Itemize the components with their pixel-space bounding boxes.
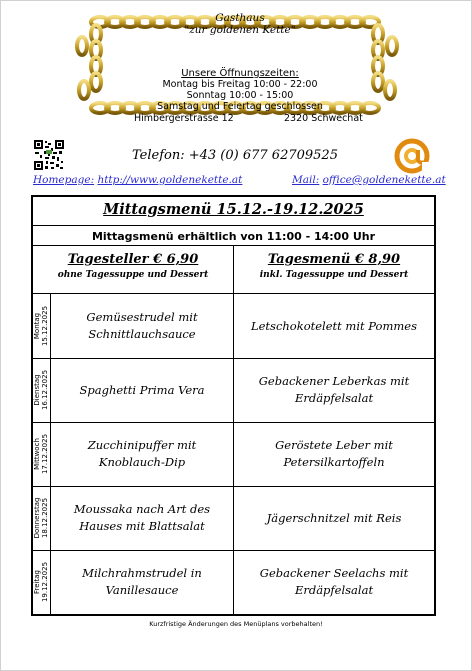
mail-address[interactable]: office@goldenekette.at (322, 174, 446, 186)
opening-hours-line: Montag bis Freitag 10:00 - 22:00 (162, 79, 318, 90)
phone-number: Telefon: +43 (0) 677 62709525 (132, 148, 338, 163)
menu-availability: Mittagsmenü erhältlich von 11:00 - 14:00 Uhr (91, 230, 376, 243)
at-sign-icon (392, 138, 434, 174)
tagesmenue-dish: Letschokotelett mit Pommes (250, 318, 417, 333)
tagesmenue-dish: Gebackener Seelachs mit Erdäpfelsalat (259, 566, 409, 597)
address-street: Himbergerstrasse 12 (134, 113, 234, 124)
menu-title (33, 201, 434, 218)
homepage-link[interactable] (33, 174, 242, 186)
day-date: 17.12.2025 (41, 433, 49, 475)
header (0, 0, 472, 195)
mail-link[interactable] (292, 174, 446, 186)
tagesteller-dish: Milchrahmstrudel in Vanillesauce (82, 566, 202, 597)
tagesmenue-title: Tagesmenü € 8,90 (267, 252, 401, 267)
tagesteller-title: Tagesteller € 6,90 (67, 252, 199, 267)
chain-link (77, 37, 87, 55)
tagesmenue-dish: Jägerschnitzel mit Reis (266, 510, 402, 525)
day-date: 15.12.2025 (41, 305, 49, 347)
tagesmenue-dish: Geröstete Leber mit Petersilkartoffeln (275, 438, 393, 469)
day-label-cell (33, 486, 49, 550)
day-name: Freitag (33, 570, 41, 594)
opening-hours-line: Sonntag 10:00 - 15:00 (186, 90, 294, 101)
restaurant-name-line2: "zur goldenen Kette" (184, 24, 296, 36)
column-divider (233, 245, 234, 614)
column-header-tagesmenue (234, 252, 434, 280)
tagesmenue-subtitle: inkl. Tagessuppe und Dessert (259, 270, 409, 280)
tagesmenue-dish: Gebackener Leberkas mit Erdäpfelsalat (258, 374, 410, 405)
tagesteller-dish: Moussaka nach Art des Hauses mit Blattsalat (73, 502, 211, 533)
tagesteller-dish: Gemüsestrudel mit Schnittlauchsauce (86, 310, 198, 341)
restaurant-name-line1: Gasthaus (215, 12, 265, 24)
day-label (33, 306, 49, 346)
menu-title-text: Mittagsmenü 15.12.-19.12.2025 (103, 201, 364, 218)
menu-table (31, 195, 436, 616)
qr-code-icon (34, 140, 64, 170)
chain-link (387, 37, 397, 55)
day-label (33, 562, 49, 602)
day-label (33, 498, 49, 539)
day-date: 19.12.2025 (41, 561, 49, 603)
tagesteller-dish: Zucchinipuffer mit Knoblauch-Dip (87, 438, 197, 469)
chain-link (79, 81, 89, 99)
day-label-cell (33, 550, 49, 614)
mail-label: Mail: (292, 174, 320, 186)
day-label-cell (33, 422, 49, 486)
opening-hours-title: Unsere Öffnungszeiten: (181, 68, 299, 79)
homepage-url[interactable]: http://www.goldenekette.at (97, 174, 243, 186)
day-divider (50, 294, 51, 358)
day-divider (50, 550, 51, 614)
day-label-cell (33, 294, 49, 358)
day-label (33, 370, 49, 410)
day-name: Donnerstag (33, 497, 41, 539)
day-divider (50, 358, 51, 422)
day-date: 18.12.2025 (41, 497, 49, 539)
opening-hours-line: Samstag und Feiertag geschlossen (157, 101, 323, 112)
day-name: Mittwoch (33, 438, 41, 470)
day-name: Dienstag (33, 374, 41, 406)
menu-disclaimer: Kurzfristige Änderungen des Menüplans vorbehalten! (149, 620, 323, 628)
day-name: Montag (33, 312, 41, 340)
day-divider (50, 422, 51, 486)
divider (33, 225, 434, 226)
homepage-label: Homepage: (33, 174, 95, 186)
address-city: 2320 Schwechat (284, 113, 363, 124)
tagesteller-subtitle: ohne Tagessuppe und Dessert (57, 270, 209, 280)
day-date: 16.12.2025 (41, 369, 49, 411)
day-label (33, 434, 49, 474)
tagesteller-dish: Spaghetti Prima Vera (79, 382, 205, 397)
column-header-tagesteller (33, 252, 233, 280)
day-label-cell (33, 358, 49, 422)
day-divider (50, 486, 51, 550)
chain-link (385, 81, 395, 99)
